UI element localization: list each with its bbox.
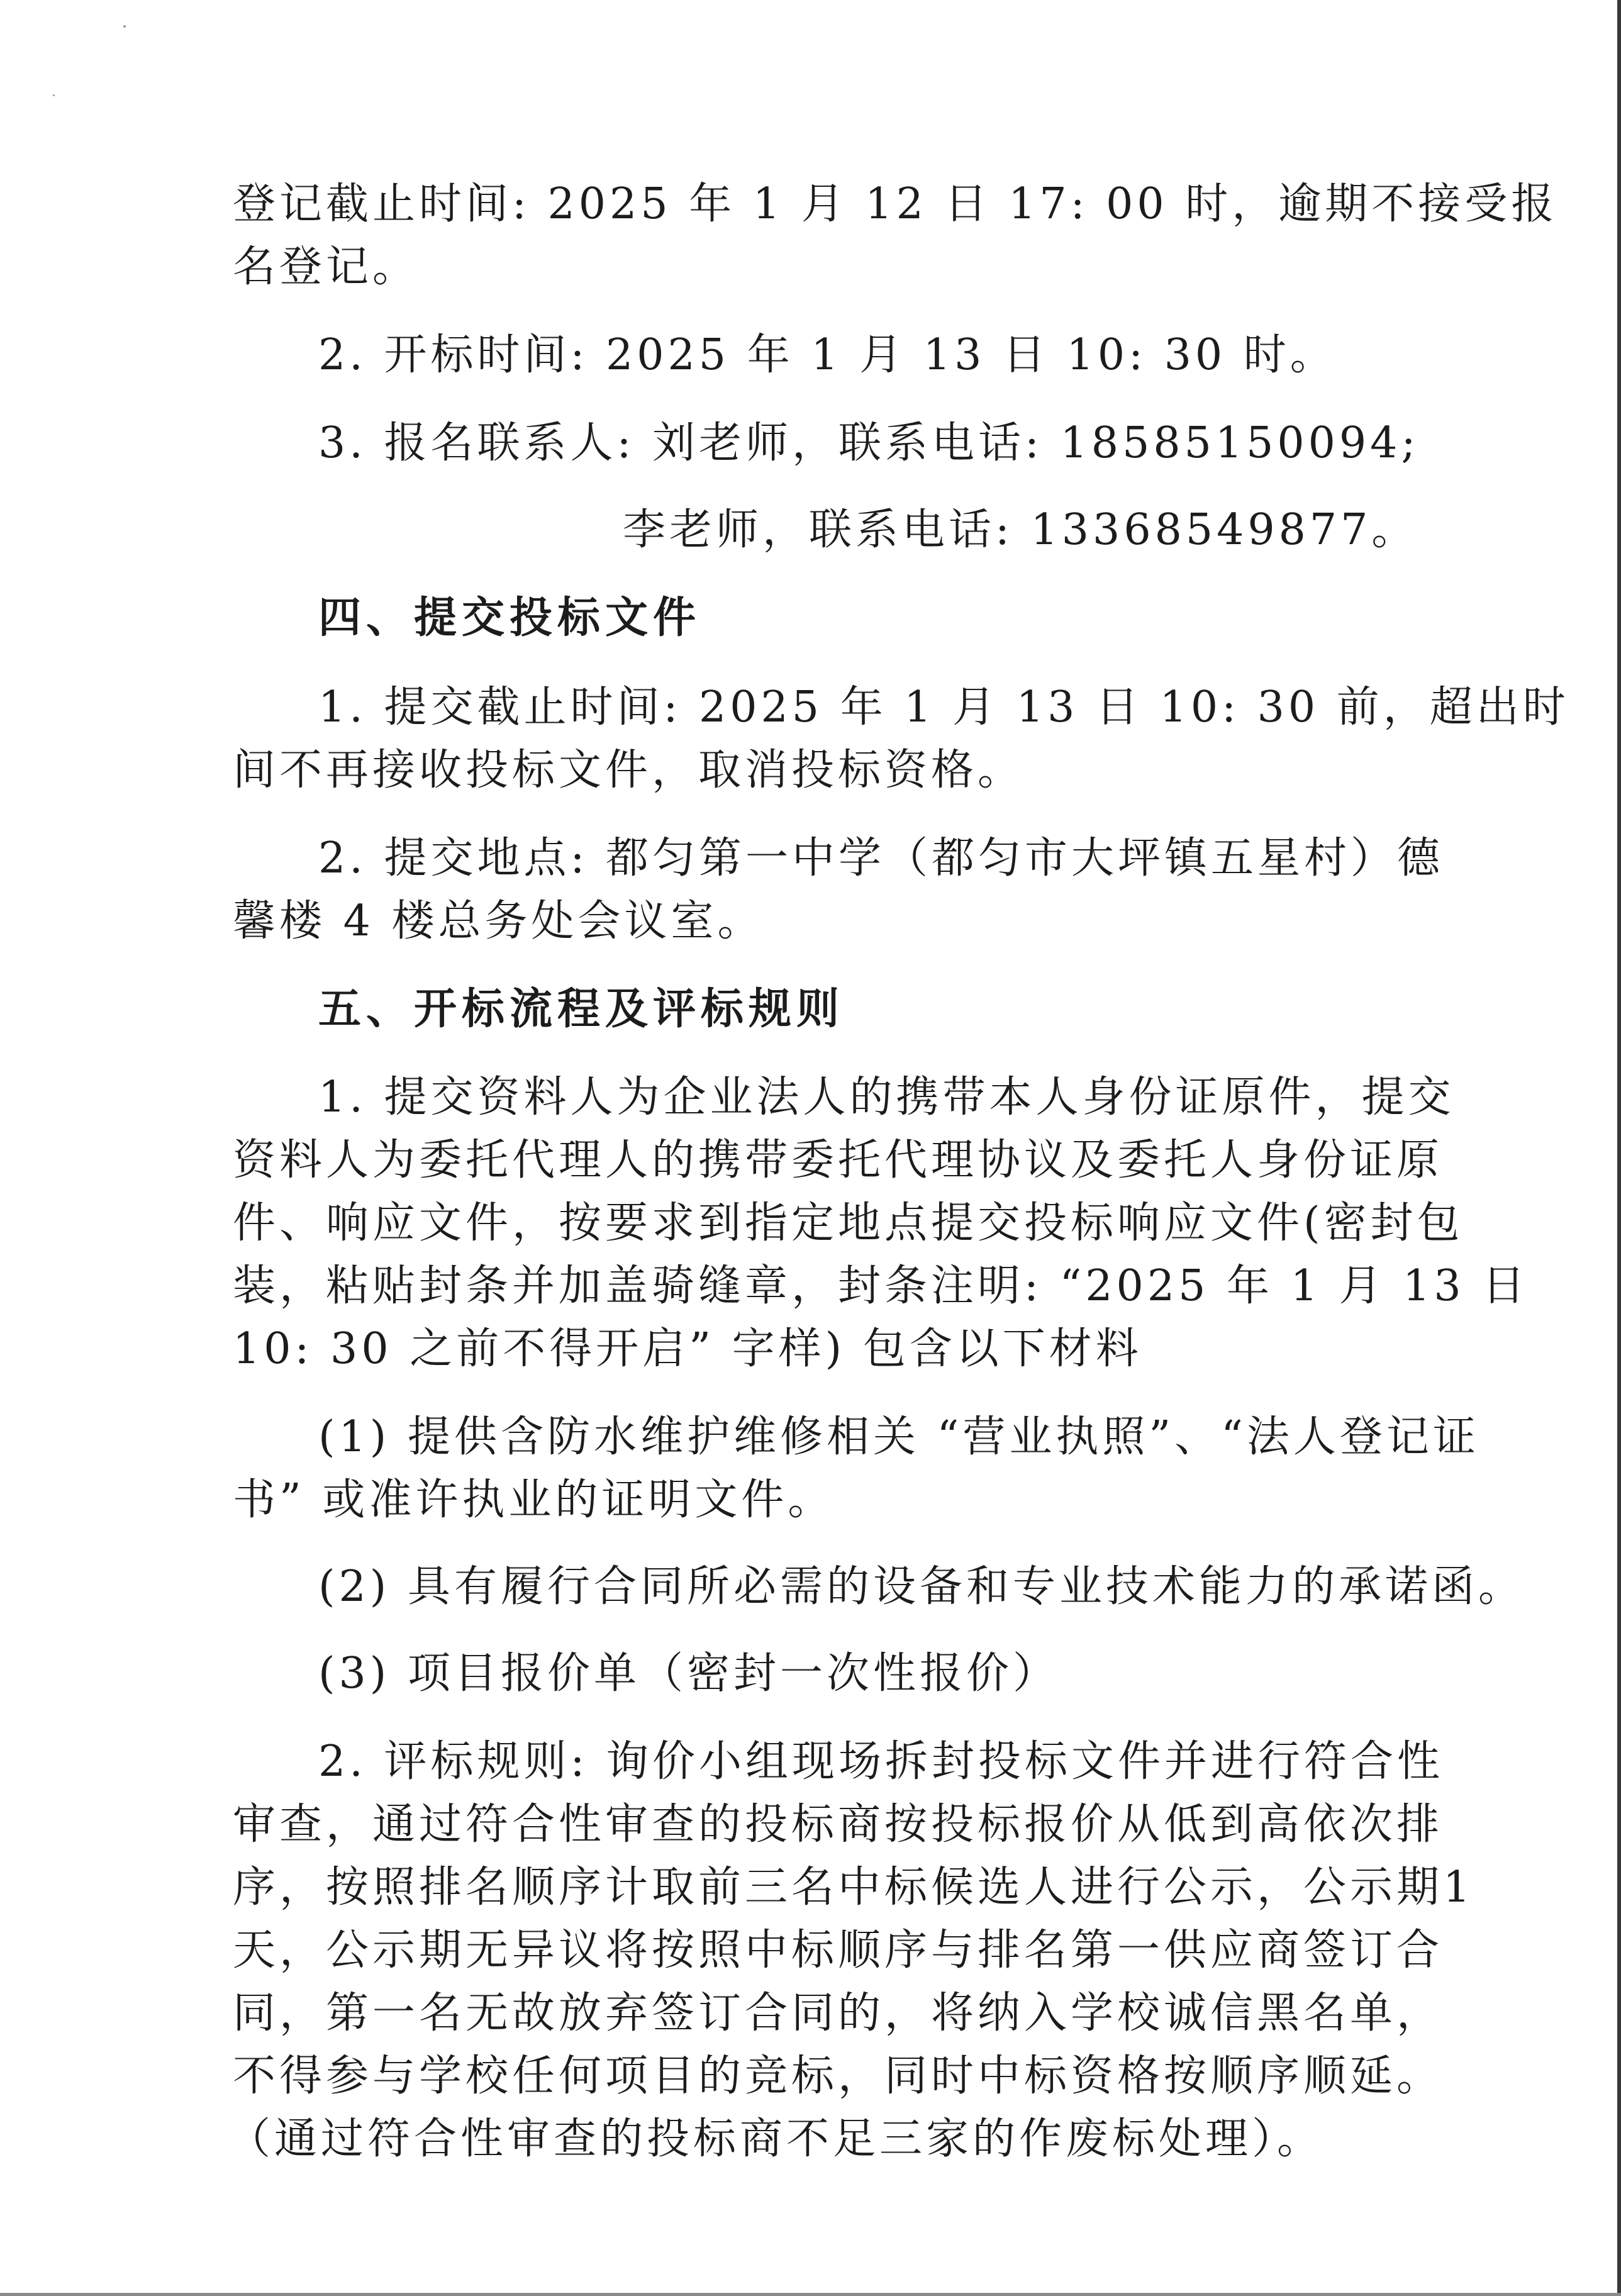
procedure-paragraph-line: 1. 提交资料人为企业法人的携带本人身份证原件，提交 [318,1073,1455,1122]
material-item-3: (3) 项目报价单（密封一次性报价） [318,1649,1059,1698]
registration-deadline-line-cont: 名登记。 [233,242,420,292]
submit-deadline-line: 1. 提交截止时间: 2025 年 1 月 13 日 10: 30 前，超出时 [318,683,1569,732]
submit-location-line: 2. 提交地点: 都匀第一中学（都匀市大坪镇五星村）德 [318,833,1444,883]
evaluation-rules-line: 审查，通过符合性审查的投标商按投标报价从低到高依次排 [233,1800,1444,1849]
submit-deadline-line-cont: 间不再接收投标文件，取消投标资格。 [233,745,1025,795]
submit-location-line-cont: 馨楼 4 楼总务处会议室。 [233,896,764,946]
contact-li: 李老师，联系电话: 13368549877。 [623,505,1418,555]
material-item-1: (1) 提供含防水维护维修相关 “营业执照”、“法人登记证 [318,1412,1479,1462]
section-heading-opening-rules: 五、开标流程及评标规则 [318,984,845,1034]
evaluation-rules-line: 不得参与学校任何项目的竞标，同时中标资格按顺序顺延。 [233,2051,1444,2101]
registration-deadline-line: 登记截止时间: 2025 年 1 月 12 日 17: 00 时，逾期不接受报 [233,179,1558,229]
procedure-paragraph-line: 装，粘贴封条并加盖骑缝章，封条注明: “2025 年 1 月 13 日 [233,1261,1529,1311]
scan-edge-right [1617,0,1621,2296]
procedure-paragraph-line: 10: 30 之前不得开启” 字样) 包含以下材料 [233,1324,1142,1374]
scan-edge-bottom [0,2293,1621,2296]
procedure-paragraph-line: 件、响应文件，按要求到指定地点提交投标响应文件(密封包 [233,1198,1464,1248]
evaluation-rules-note: （通过符合性审查的投标商不足三家的作废标处理）。 [228,2114,1324,2164]
scan-speck [123,25,126,28]
material-item-1-cont: 书” 或准许执业的证明文件。 [233,1475,835,1525]
procedure-paragraph-line: 资料人为委托代理人的携带委托代理协议及委托人身份证原 [233,1135,1444,1185]
bid-opening-time: 2. 开标时间: 2025 年 1 月 13 日 10: 30 时。 [318,330,1337,380]
evaluation-rules-line: 序，按照排名顺序计取前三名中标候选人进行公示，公示期1 [233,1863,1474,1912]
evaluation-rules-line: 同，第一名无故放弃签订合同的，将纳入学校诚信黑名单， [233,1988,1444,2038]
evaluation-rules-line: 天，公示期无异议将按照中标顺序与排名第一供应商签订合 [233,1925,1444,1975]
scan-speck [53,94,55,96]
material-item-2: (2) 具有履行合同所必需的设备和专业技术能力的承诺函。 [318,1562,1525,1612]
evaluation-rules-line: 2. 评标规则: 询价小组现场拆封投标文件并进行符合性 [318,1737,1444,1786]
section-heading-submit-documents: 四、提交投标文件 [318,593,701,643]
contact-liu: 3. 报名联系人: 刘老师，联系电话: 18585150094; [318,418,1420,468]
